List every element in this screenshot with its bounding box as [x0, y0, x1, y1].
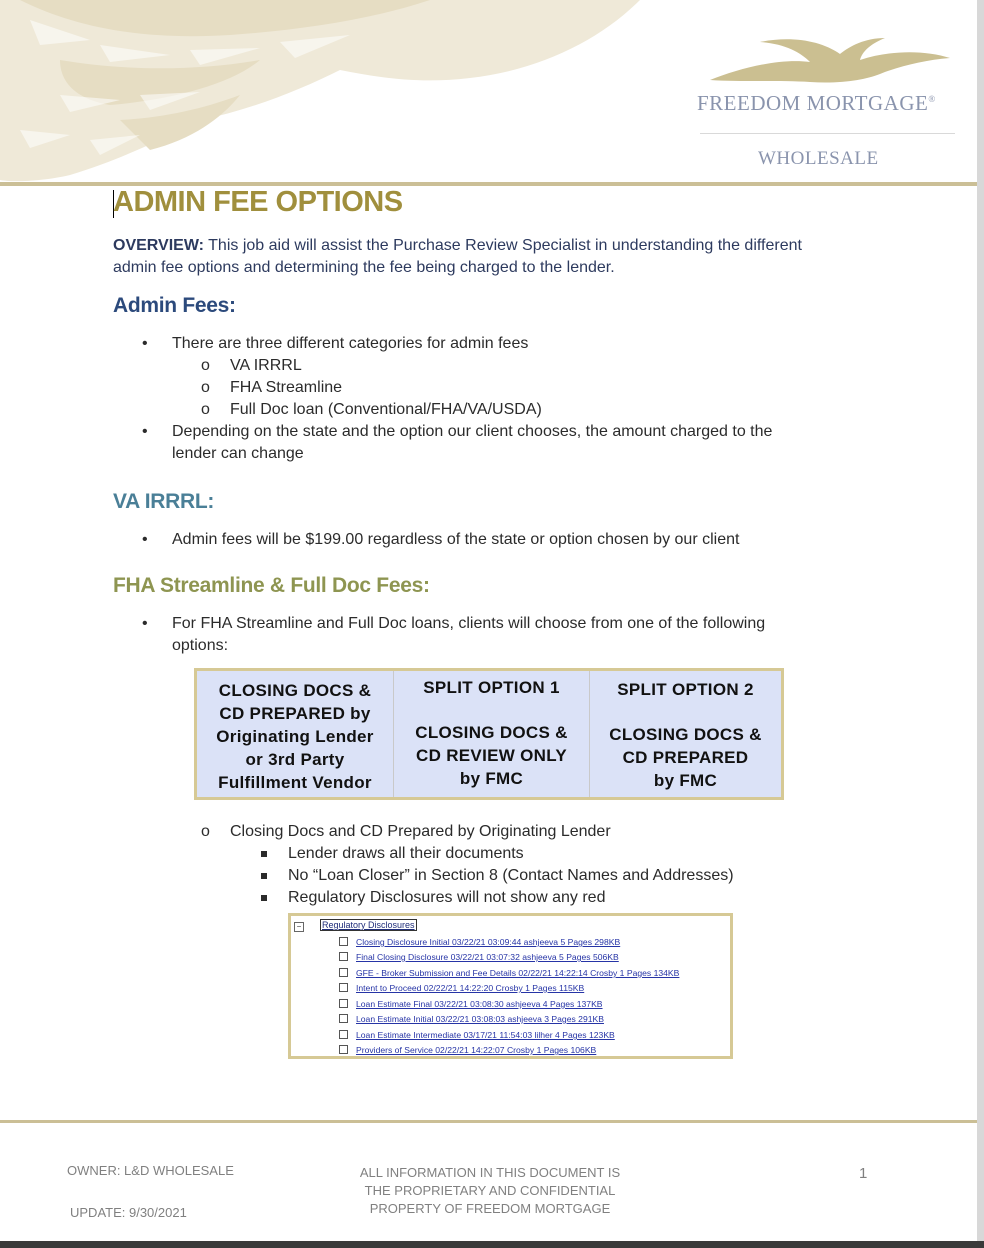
square-bullet-icon	[261, 851, 267, 857]
originating-point-1: Lender draws all their documents	[288, 845, 524, 862]
admin-fees-heading: Admin Fees:	[113, 294, 236, 317]
va-irrrl-bullet: Admin fees will be $199.00 regardless of the state or option chosen by our client	[172, 531, 740, 548]
bullet-dot-icon: •	[142, 423, 148, 440]
split-option-2-title: SPLIT OPTION 2	[617, 680, 754, 699]
va-irrrl-heading: VA IRRRL:	[113, 490, 215, 513]
sub-item-full-doc: Full Doc loan (Conventional/FHA/VA/USDA)	[230, 401, 542, 418]
freedom-mortgage-eagle-logo	[700, 28, 960, 88]
regulatory-disclosures-screenshot: − Regulatory Disclosures Closing Disclosure Initial 03/22/21 03:09:44 ashjeeva 5 Pages 298KB Final Closing Disclosure 03/22/21 03:07:32 ashjeeva 5 Pages 506KB GFE - Broker Submission and Fee Details 02/22/21 14:22:14 Crosby 1 Pages 134KB Intent to Proceed 02/22/21 14:22:20 Crosby 1 Pages 115KB Loan Estimate Final 03/22/21 03:08:30 ashjeeva 4 Pages 137KB Loan Estimate Initial 03/22/21 03:08:03 ashjeeva 3 Pages 291KB Loan Estimate Intermediate 03/17/21 11:54:03 lilher 4 Pages 123KB Providers of Service 02/22/21 14:22:07 Crosby 1 Pages 106KB	[288, 913, 733, 1059]
brand-divider	[700, 133, 955, 134]
footer-update: UPDATE: 9/30/2021	[70, 1205, 187, 1220]
division-label: WHOLESALE	[758, 148, 879, 169]
viewer-bottom-edge	[0, 1241, 984, 1248]
overview-label: OVERVIEW:	[113, 237, 204, 254]
checkbox[interactable]	[339, 937, 348, 946]
page-number: 1	[859, 1165, 868, 1182]
fha-full-doc-heading: FHA Streamline & Full Doc Fees:	[113, 574, 430, 597]
page-title: ADMIN FEE OPTIONS	[113, 186, 403, 218]
option-originating-lender: CLOSING DOCS & CD PREPARED by Originating Lender or 3rd Party Fulfillment Vendor	[197, 671, 394, 797]
circle-bullet-icon: o	[201, 401, 210, 418]
collapse-minus-icon[interactable]: −	[294, 922, 304, 932]
checkbox[interactable]	[339, 952, 348, 961]
circle-bullet-icon: o	[201, 379, 210, 396]
admin-fees-bullet-2-line-1: Depending on the state and the option our client chooses, the amount charged to the	[172, 423, 773, 440]
checkbox[interactable]	[339, 1030, 348, 1039]
option-split-2: SPLIT OPTION 2 CLOSING DOCS & CD PREPARED by FMC	[590, 671, 781, 797]
fee-options-table	[194, 668, 784, 800]
split-option-1-title: SPLIT OPTION 1	[423, 678, 560, 697]
admin-fees-bullet-1: There are three different categories for admin fees	[172, 335, 529, 352]
checkbox[interactable]	[339, 983, 348, 992]
viewer-right-edge	[977, 0, 984, 1248]
circle-bullet-icon: o	[201, 357, 210, 374]
eagle-watermark	[0, 0, 640, 182]
checkbox[interactable]	[339, 968, 348, 977]
footer-rule	[0, 1120, 977, 1123]
checkbox[interactable]	[339, 1014, 348, 1023]
circle-bullet-icon: o	[201, 823, 210, 840]
bullet-dot-icon: •	[142, 335, 148, 352]
footer-confidential-notice: ALL INFORMATION IN THIS DOCUMENT IS THE PROPRIETARY AND CONFIDENTIAL PROPERTY OF FREEDOM MORTGAGE	[359, 1165, 621, 1216]
bullet-dot-icon: •	[142, 615, 148, 632]
square-bullet-icon	[261, 895, 267, 901]
footer-owner: OWNER: L&D WHOLESALE	[67, 1163, 234, 1178]
originating-point-3: Regulatory Disclosures will not show any red	[288, 889, 606, 906]
option-split-1: SPLIT OPTION 1 CLOSING DOCS & CD REVIEW ONLY by FMC	[394, 671, 590, 797]
brand-name: FREEDOM MORTGAGE®	[697, 91, 936, 115]
admin-fees-bullet-2-line-2: lender can change	[172, 445, 304, 462]
sub-item-fha-streamline: FHA Streamline	[230, 379, 343, 396]
sub-item-va-irrrl: VA IRRRL	[230, 357, 302, 374]
overview-paragraph	[113, 235, 833, 279]
fha-bullet-line-2: options:	[172, 637, 229, 654]
originating-lender-heading: Closing Docs and CD Prepared by Originating Lender	[230, 823, 611, 840]
bullet-dot-icon: •	[142, 531, 148, 548]
checkbox[interactable]	[339, 1045, 348, 1054]
regulatory-disclosures-folder[interactable]: Regulatory Disclosures	[322, 920, 415, 930]
overview-text: This job aid will assist the Purchase Review Specialist in understanding the different admin fee options and determining the fee being charged to the lender.	[113, 237, 802, 276]
square-bullet-icon	[261, 873, 267, 879]
originating-point-2: No “Loan Closer” in Section 8 (Contact Names and Addresses)	[288, 867, 734, 884]
fha-bullet-line-1: For FHA Streamline and Full Doc loans, clients will choose from one of the following	[172, 615, 766, 632]
checkbox[interactable]	[339, 999, 348, 1008]
